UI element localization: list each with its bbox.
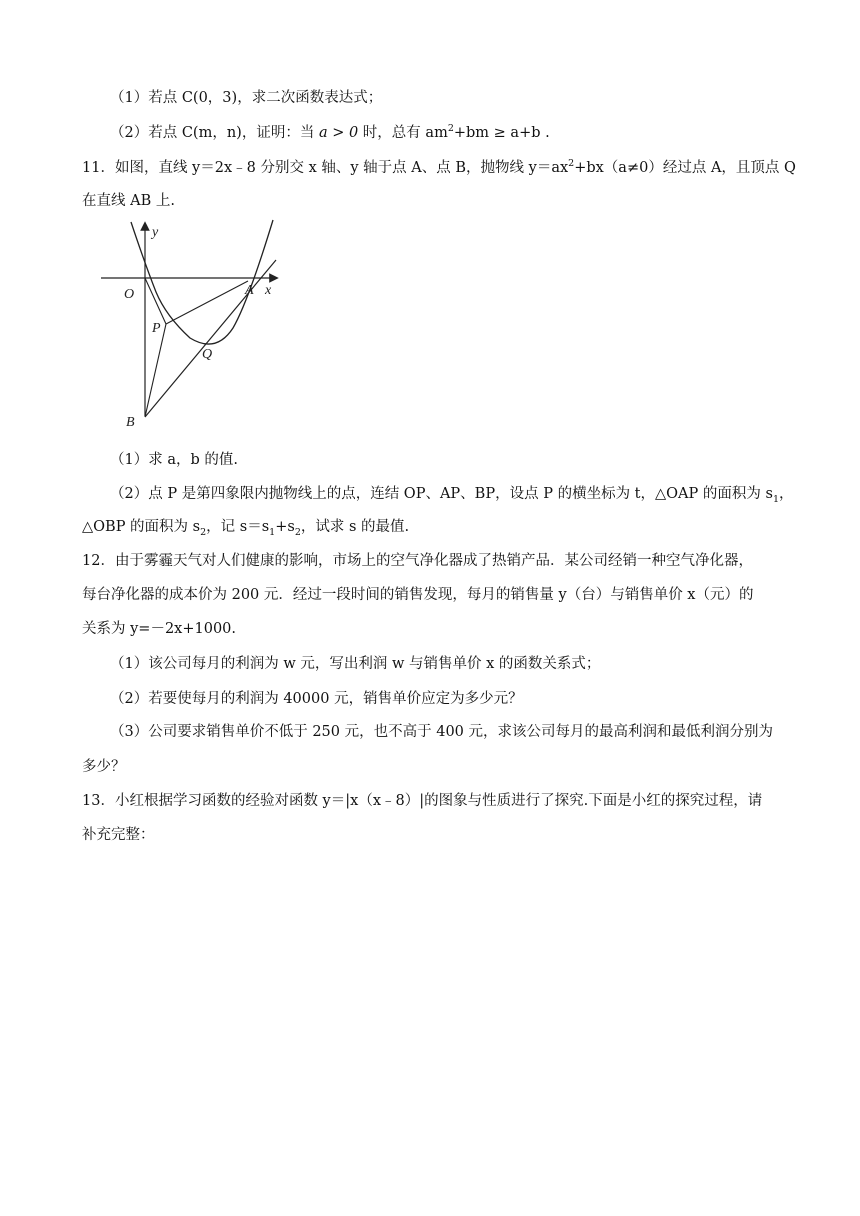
text-segment: +bx（a≠0）经过点 A，且顶点 Q [574, 160, 796, 176]
text-segment: （2）点 P 是第四象限内抛物线上的点，连结 OP、AP、BP，设点 P 的横坐标为 t，△OAP 的面积为 s [110, 486, 773, 502]
question-13-stem-2: 补充完整： [82, 827, 155, 843]
text-segment: 时，总有 am [358, 125, 448, 141]
subscript: 2 [200, 526, 207, 538]
question-13-stem-1: 13．小红根据学习函数的经验对函数 y＝|x（x﹣8）|的图象与性质进行了探究.下面是小红的探究过程，请 [82, 793, 763, 809]
question-11-stem-cont: 在直线 AB 上. [82, 193, 175, 209]
question-11-stem [82, 158, 796, 178]
question-12-sub3-cont: 多少？ [82, 759, 126, 775]
math-expression: a > 0 [318, 125, 359, 141]
question-11-sub2 [110, 484, 793, 504]
subscript: 1 [269, 526, 276, 538]
label-q: Q [202, 347, 213, 362]
superscript: 2 [568, 158, 575, 170]
question-12-stem-1: 12．由于雾霾天气对人们健康的影响，市场上的空气净化器成了热销产品．某公司经销一种空气净化器， [82, 553, 753, 569]
label-b: B [126, 415, 135, 430]
superscript: 2 [447, 123, 454, 135]
question-12-sub3: （3）公司要求销售单价不低于 250 元，也不高于 400 元，求该公司每月的最高利润和最低利润分别为 [110, 724, 774, 740]
question-11-sub2-cont [82, 517, 409, 537]
question-11-sub1: （1）求 a，b 的值. [110, 452, 238, 468]
label-y: y [152, 225, 159, 240]
label-x: x [265, 283, 272, 298]
text-segment: +s [275, 519, 295, 535]
text-segment: △OBP 的面积为 s [82, 519, 201, 535]
label-p: P [152, 321, 161, 336]
subscript: 1 [772, 493, 779, 505]
question-10-sub2 [110, 123, 550, 143]
text-segment: ，试求 s 的最值. [300, 519, 410, 535]
text-segment: ，记 s＝s [206, 519, 270, 535]
line-ab [145, 260, 276, 417]
question-12-sub1: （1）该公司每月的利润为 w 元，写出利润 w 与销售单价 x 的函数关系式； [110, 656, 601, 672]
subscript: 2 [294, 526, 301, 538]
segment-bp [145, 324, 166, 417]
label-o: O [124, 287, 135, 302]
segment-op [145, 278, 166, 324]
text-segment: ， [778, 486, 794, 502]
segment-ap [166, 281, 248, 324]
question-12-stem-3: 关系为 y=－2x+1000. [82, 621, 237, 637]
text-segment: （2）若点 C(m，n)，证明：当 [110, 125, 319, 141]
question-10-sub1: （1）若点 C(0，3)，求二次函数表达式； [110, 90, 383, 106]
label-a: A [245, 283, 254, 298]
text-segment: 11．如图，直线 y＝2x﹣8 分别交 x 轴、y 轴于点 A、点 B，抛物线 y＝ax [82, 160, 569, 176]
text-segment: +bm ≥ a+b . [453, 125, 550, 141]
question-12-sub2: （2）若要使每月的利润为 40000 元，销售单价应定为多少元？ [110, 691, 523, 707]
parabola-figure [98, 216, 284, 434]
question-12-stem-2: 每台净化器的成本价为 200 元．经过一段时间的销售发现，每月的销售量 y（台）与销售单价 x（元）的 [82, 587, 754, 603]
